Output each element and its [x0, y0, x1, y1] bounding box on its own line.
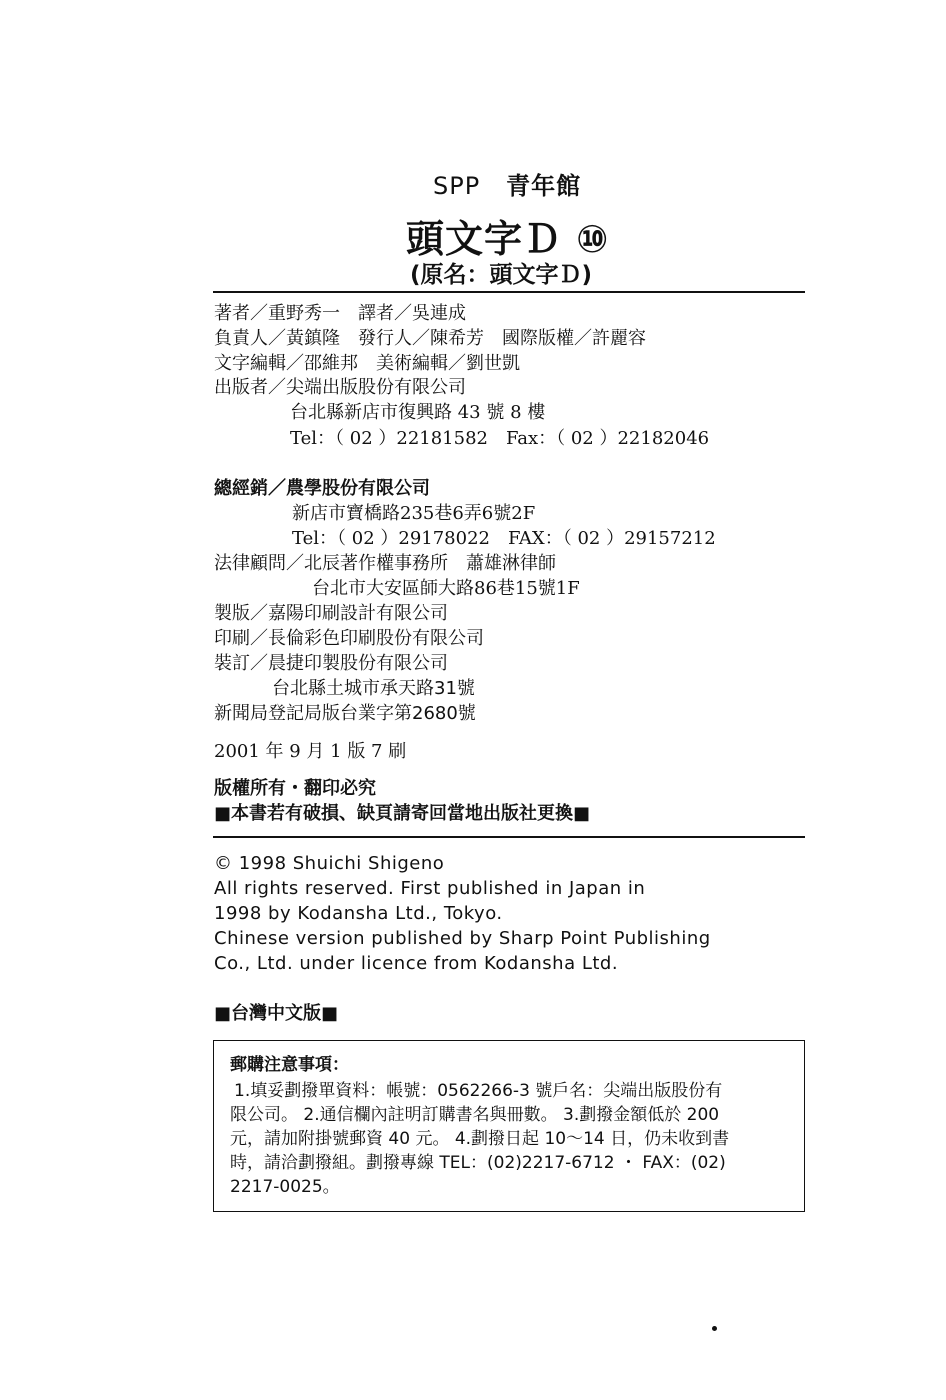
english-line-5: Co., Ltd. under licence from Kodansha Ltd.: [214, 953, 619, 974]
version-label: ■台灣中文版■: [214, 1003, 339, 1024]
credit-editors: 文字編輯／邵維邦 美術編輯／劉世凱: [214, 353, 520, 374]
mail-order-heading: 郵購注意事項：: [230, 1055, 349, 1075]
imprint-cjk: 青年館: [506, 172, 582, 200]
imprint-latin: SPP: [433, 172, 481, 200]
binder-address: 台北縣土城市承天路31號: [272, 678, 475, 699]
distributor-address: 新店市寶橋路235巷6弄6號2F: [292, 503, 536, 524]
book-title: 頭文字Ｄ ⑩: [406, 217, 610, 261]
mail-order-notice: [213, 1040, 805, 1212]
english-line-4: Chinese version published by Sharp Point Publishing: [214, 928, 711, 949]
imprint: [433, 166, 581, 201]
rights-reserved: 版權所有・翻印必究: [214, 778, 376, 799]
credit-management: 負責人／黃鎮隆 發行人／陳希芳 國際版權／許麗容: [214, 328, 646, 349]
publisher-tel: Tel：（ 02 ）22181582 Fax：（ 02 ）22182046: [290, 428, 710, 449]
plate-maker: 製版／嘉陽印刷設計有限公司: [214, 603, 448, 624]
mail-order-line: 時，請洽劃撥組。劃撥專線 TEL：(02)2217-6712 ・ FAX：(02): [230, 1153, 726, 1173]
binder: 裝訂／晨捷印製股份有限公司: [214, 653, 448, 674]
mail-order-line: 限公司。 2.通信欄內註明訂購書名與冊數。 3.劃撥金額低於 200: [230, 1105, 720, 1125]
divider-bottom: [213, 836, 805, 838]
english-line-3: 1998 by Kodansha Ltd., Tokyo.: [214, 903, 503, 924]
mail-order-line: 1.填妥劃撥單資料：帳號：0562266-3 號戶名：尖端出版股份有: [234, 1081, 723, 1101]
publisher-address: 台北縣新店市復興路 43 號 8 樓: [290, 402, 546, 423]
legal-advisor: 法律顧問／北辰著作權事務所 蕭雄淋律師: [214, 553, 556, 574]
credit-publisher: 出版者／尖端出版股份有限公司: [214, 377, 466, 398]
copyright-line: © 1998 Shuichi Shigeno: [214, 853, 445, 874]
registration: 新聞局登記局版台業字第2680號: [214, 703, 476, 724]
mail-order-line: 元，請加附掛號郵資 40 元。 4.劃撥日起 10～14 日，仍未收到書: [230, 1129, 730, 1149]
divider-top: [213, 291, 805, 293]
original-title: (原名：頭文字Ｄ): [410, 262, 593, 288]
distributor-tel: Tel：（ 02 ）29178022 FAX：（ 02 ）29157212: [292, 528, 716, 549]
mail-order-line: 2217-0025。: [230, 1177, 340, 1197]
edition: 2001 年 9 月 1 版 7 刷: [214, 741, 407, 762]
printer: 印刷／長倫彩色印刷股份有限公司: [214, 628, 484, 649]
credit-authors: 著者／重野秀一 譯者／吳連成: [214, 303, 466, 324]
replacement-notice: ■本書若有破損、缺頁請寄回當地出版社更換■: [214, 803, 591, 824]
speck: [712, 1326, 717, 1331]
legal-address: 台北市大安區師大路86巷15號1F: [312, 578, 580, 599]
distributor: 總經銷／農學股份有限公司: [214, 478, 430, 499]
english-line-2: All rights reserved. First published in Japan in: [214, 878, 646, 899]
